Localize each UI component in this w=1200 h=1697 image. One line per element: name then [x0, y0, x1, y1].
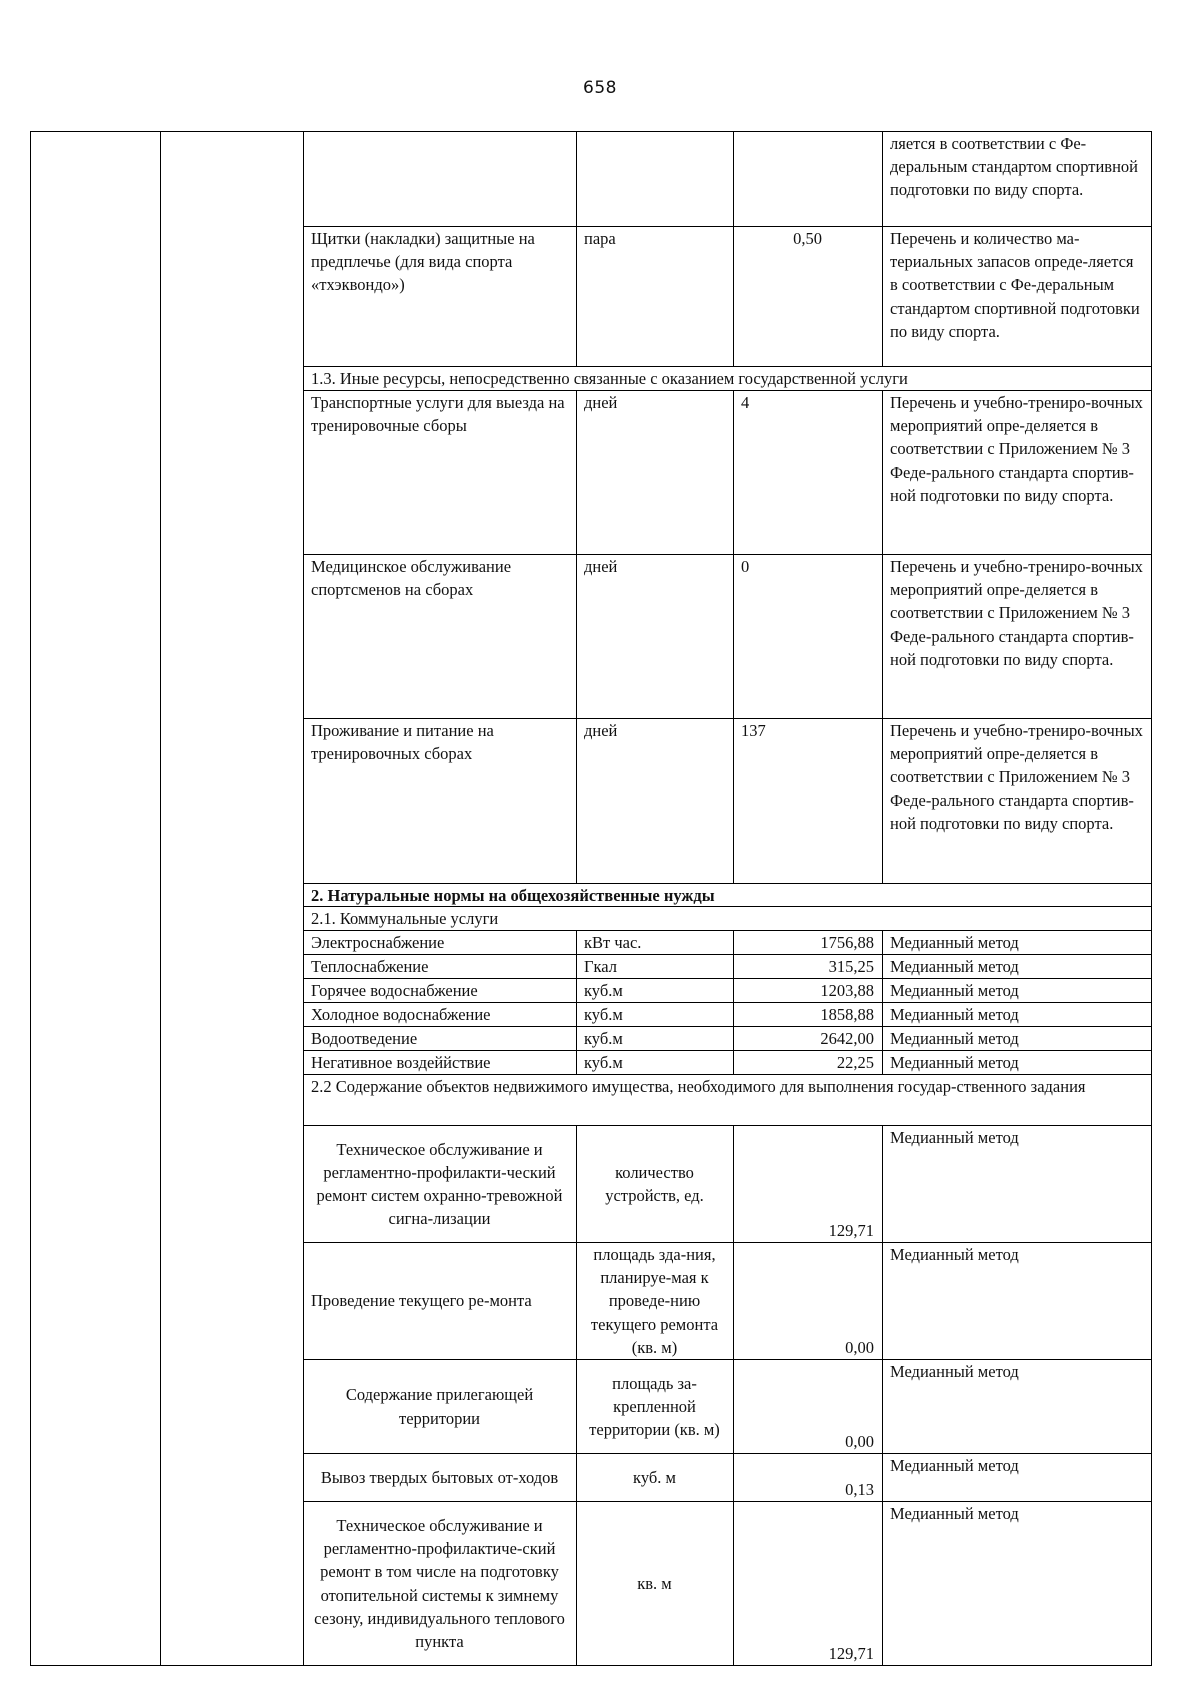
- value-cell: 2642,00: [820, 1029, 874, 1048]
- table-left-border: [30, 131, 31, 1666]
- resource-name: Горячее водоснабжение: [311, 981, 478, 1000]
- value-cell: 4: [741, 393, 750, 412]
- resource-name: Техническое обслуживание и регламентно-профилакти-ческий ремонт систем охранно-тревожной сигна-лизации: [316, 1139, 563, 1229]
- note-cell: Медианный метод: [890, 1053, 1019, 1072]
- value-cell: 0,50: [793, 229, 822, 248]
- unit-cell: дней: [584, 393, 618, 412]
- value-cell: 22,25: [836, 1053, 874, 1072]
- unit-cell: пара: [584, 229, 616, 248]
- unit-cell: куб.м: [584, 1005, 623, 1024]
- value-cell: 1858,88: [820, 1005, 874, 1024]
- resource-name: Техническое обслуживание и регламентно-профилактиче-ский ремонт в том числе на подготовку отопительной системы к зимнему сезону, индивидуального теплового пункта: [314, 1515, 565, 1651]
- resource-name: Транспортные услуги для выезда на тренировочные сборы: [311, 393, 565, 436]
- resource-name: Проживание и питание на тренировочных сборах: [311, 721, 494, 764]
- value-cell: 1756,88: [820, 933, 874, 952]
- section-heading: 2.1. Коммунальные услуги: [311, 909, 499, 928]
- value-cell: 0: [741, 557, 750, 576]
- note-cell: Перечень и учебно-трениро-вочных мероприятий опре-деляется в соответствии с Приложением № 3 Феде-рального стандарта спортив-ной подготовки по виду спорта.: [890, 393, 1143, 505]
- note-cell: Медианный метод: [890, 1005, 1019, 1024]
- resource-name: Вывоз твердых бытовых от-ходов: [320, 1467, 559, 1487]
- resource-name: Холодное водоснабжение: [311, 1005, 491, 1024]
- value-cell: 0,13: [845, 1479, 874, 1499]
- note-cell: Медианный метод: [890, 981, 1019, 1000]
- table-bottom-border: [30, 1665, 1152, 1666]
- unit-cell: количество устройств, ед.: [605, 1162, 704, 1205]
- note-cell: Перечень и количество ма-териальных запасов опреде-ляется в соответствии с Фе-деральным стандартом спортивной подготовки по виду спорта.: [890, 229, 1140, 341]
- table-right-border: [1151, 131, 1152, 1666]
- value-cell: 1203,88: [820, 981, 874, 1000]
- value-cell: 129,71: [828, 1643, 874, 1663]
- column-divider: [733, 131, 734, 226]
- value-cell: 129,71: [828, 1220, 874, 1240]
- resource-name: Электроснабжение: [311, 933, 445, 952]
- note-cell: Медианный метод: [890, 957, 1019, 976]
- unit-cell: кв. м: [637, 1573, 672, 1593]
- column-divider: [160, 131, 161, 1666]
- value-cell: 0,00: [845, 1337, 874, 1357]
- unit-cell: дней: [584, 557, 618, 576]
- unit-cell: куб.м: [584, 981, 623, 1000]
- unit-cell: площадь за-крепленной территории (кв. м): [589, 1373, 720, 1440]
- note-cell: Медианный метод: [890, 1245, 1019, 1264]
- resource-name: Проведение текущего ре-монта: [311, 1291, 532, 1311]
- unit-cell: куб.м: [584, 1053, 623, 1072]
- unit-cell: дней: [584, 721, 618, 740]
- note-cell: Медианный метод: [890, 1128, 1019, 1147]
- resource-name: Негативное воздеййствие: [311, 1053, 491, 1072]
- unit-cell: кВт час.: [584, 933, 642, 952]
- resource-name: Щитки (накладки) защитные на предплечье (для вида спорта «тхэквондо»): [311, 229, 535, 295]
- note-cell: Медианный метод: [890, 1504, 1019, 1523]
- note-cell: Медианный метод: [890, 933, 1019, 952]
- section-heading: 2. Натуральные нормы на общехозяйственные нужды: [311, 886, 715, 905]
- resource-name: Медицинское обслуживание спортсменов на сборах: [311, 557, 512, 600]
- section-heading: 1.3. Иные ресурсы, непосредственно связанные с оказанием государственной услуги: [311, 369, 908, 388]
- unit-cell: куб.м: [584, 1029, 623, 1048]
- column-divider: [576, 131, 577, 226]
- unit-cell: Гкал: [584, 957, 618, 976]
- resource-name: Содержание прилегающей территории: [345, 1385, 534, 1428]
- value-cell: 315,25: [828, 957, 874, 976]
- unit-cell: площадь зда-ния, планируе-мая к проведе-нию текущего ремонта (кв. м): [590, 1245, 719, 1357]
- unit-cell: куб. м: [633, 1467, 676, 1487]
- page-number: 658: [583, 78, 617, 98]
- note-cell: Медианный метод: [890, 1029, 1019, 1048]
- note-cell: ляется в соответствии с Фе-деральным стандартом спортивной подготовки по виду спорта.: [890, 134, 1138, 200]
- note-cell: Перечень и учебно-трениро-вочных мероприятий опре-деляется в соответствии с Приложением № 3 Феде-рального стандарта спортив-ной подготовки по виду спорта.: [890, 557, 1143, 669]
- value-cell: 137: [741, 721, 766, 740]
- note-cell: Медианный метод: [890, 1456, 1019, 1475]
- value-cell: 0,00: [845, 1431, 874, 1451]
- section-heading: 2.2 Содержание объектов недвижимого имущества, необходимого для выполнения государ-ственного задания: [311, 1077, 1086, 1096]
- resource-name: Теплоснабжение: [311, 957, 429, 976]
- note-cell: Медианный метод: [890, 1362, 1019, 1381]
- note-cell: Перечень и учебно-трениро-вочных мероприятий опре-деляется в соответствии с Приложением № 3 Феде-рального стандарта спортив-ной подготовки по виду спорта.: [890, 721, 1143, 833]
- resource-name: Водоотведение: [311, 1029, 418, 1048]
